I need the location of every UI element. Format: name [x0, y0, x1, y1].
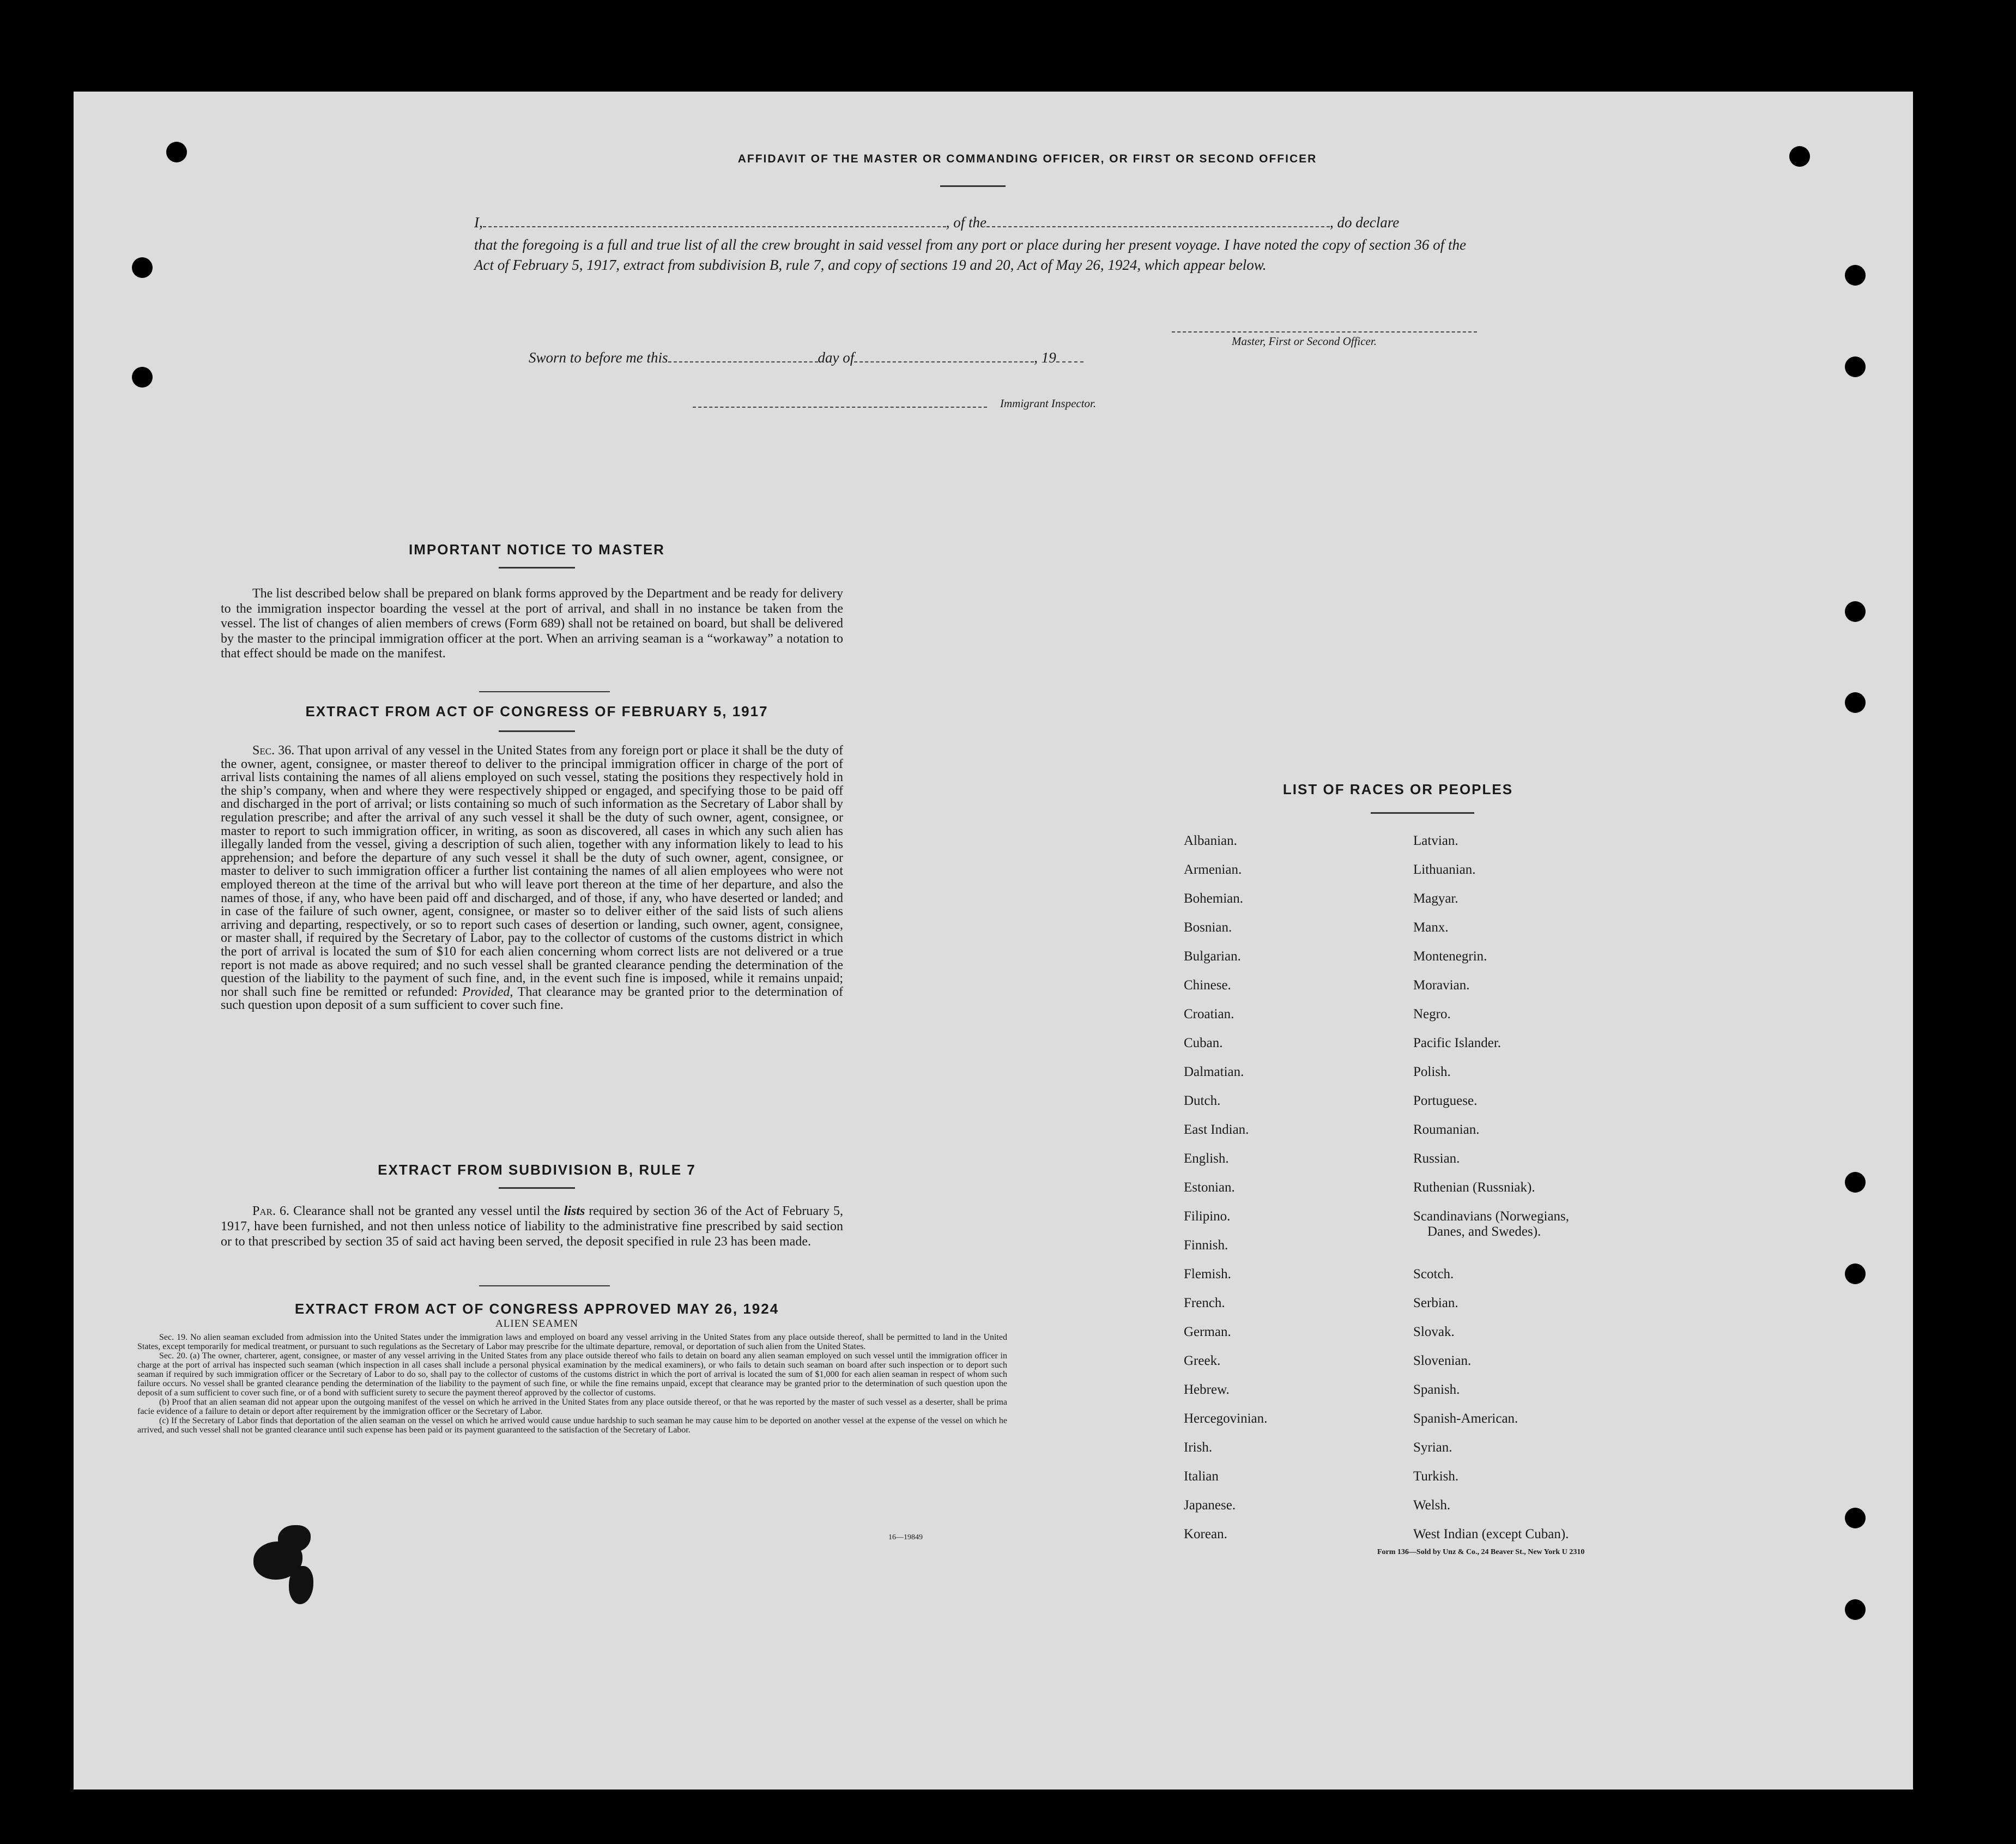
race-item: East Indian. [1184, 1122, 1249, 1137]
race-item: Greek. [1184, 1353, 1221, 1368]
race-item: Montenegrin. [1413, 949, 1487, 964]
notice-title: IMPORTANT NOTICE TO MASTER [409, 541, 665, 558]
divider [499, 567, 575, 569]
punch-hole [1845, 1508, 1866, 1528]
declaration-line [474, 214, 1466, 231]
race-item: Croatian. [1184, 1007, 1234, 1021]
race-item: Serbian. [1413, 1296, 1458, 1310]
race-item: Danes, and Swedes). [1427, 1224, 1541, 1239]
race-item: Slovak. [1413, 1325, 1455, 1339]
declarant-label: I, [474, 214, 483, 231]
race-item: Dalmatian. [1184, 1065, 1244, 1079]
race-item: Armenian. [1184, 862, 1242, 877]
race-item: Turkish. [1413, 1469, 1459, 1484]
sworn-year-blank [1056, 361, 1083, 362]
act-1917-body [221, 744, 843, 1012]
race-item: English. [1184, 1151, 1229, 1166]
day-of-label: day of [818, 349, 855, 366]
race-item: Spanish-American. [1413, 1411, 1518, 1426]
race-item: Roumanian. [1413, 1122, 1480, 1137]
divider [1371, 812, 1474, 814]
declarant-name-blank [483, 226, 946, 227]
vessel-label: , of the [946, 214, 986, 231]
punch-hole [1845, 601, 1866, 622]
punch-hole [1845, 356, 1866, 377]
race-item: Welsh. [1413, 1498, 1451, 1513]
form-footer: Form 136—Sold by Unz & Co., 24 Beaver St., New York U 2310 [1377, 1548, 1585, 1556]
races-left-column [1184, 833, 1267, 1555]
punch-hole [1845, 692, 1866, 713]
race-item: Italian [1184, 1469, 1219, 1484]
divider [940, 185, 1006, 187]
act-1924-body [137, 1333, 1007, 1435]
section-36-label: Sec. 36. [252, 743, 295, 758]
race-item: Moravian. [1413, 978, 1470, 993]
races-title: LIST OF RACES OR PEOPLES [1282, 781, 1513, 797]
race-item: Spanish. [1413, 1382, 1460, 1397]
rule-7-title: EXTRACT FROM SUBDIVISION B, RULE 7 [378, 1162, 696, 1178]
divider [479, 1285, 610, 1286]
race-item: Irish. [1184, 1440, 1213, 1455]
sworn-line [529, 349, 1083, 366]
par-6-label: Par. 6. [252, 1204, 290, 1218]
declare-label: , do declare [1330, 214, 1400, 231]
race-item: Cuban. [1184, 1036, 1223, 1050]
section-20b: (b) Proof that an alien seaman did not appear upon the outgoing manifest of the vessel on which he arrived in the United States from any place outside thereof, or that he was reported by the master of such vessel as a deserter, shall be prima facie evidence of a failure to detain or deport after requirement by the immigration officer or the Secretary of Labor. [137, 1398, 1007, 1416]
sworn-label: Sworn to before me this [529, 349, 668, 366]
notice-body [221, 587, 843, 662]
rule-7-text-a: Clearance shall not be granted any vessel until the [293, 1204, 560, 1218]
race-item: Korean. [1184, 1527, 1227, 1541]
inspector-label: Immigrant Inspector. [1000, 397, 1097, 410]
race-item: Chinese. [1184, 978, 1231, 993]
affidavit-body: that the foregoing is a full and true list of all the crew brought in said vessel from any port or place during her present voyage. I have noted the copy of section 36 of the Act of February 5, 1917, extract from subdivision B, rule 7, and copy of sections 19 and 20, Act of May 26, 1924, which appear below. [474, 237, 1466, 273]
notice-text: The list described below shall be prepared on blank forms approved by the Department and be ready for delivery to the immigration inspector boarding the vessel at the port of arrival, and shall in no instance be taken from the vessel. The list of changes of alien members of crews (Form 689) shall not be retained on board, but shall be delivered by the master to the principal immigration officer at the port. When an arriving seaman is a “workaway” a notation to that effect should be made on the manifest. [221, 587, 843, 661]
section-20c: (c) If the Secretary of Labor finds that deportation of the alien seaman on the vessel on which he arrived would cause undue hardship to such seaman he may cause him to be deported on another vessel at the expense of the vessel on which he arrived, and such vessel shall not be granted clearance until such expense has been paid or its payment guaranteed to the satisfaction of the Secretary of Labor. [137, 1416, 1007, 1435]
race-item: Bosnian. [1184, 920, 1232, 935]
section-19: Sec. 19. No alien seaman excluded from admission into the United States under the immigration laws and employed on board any vessel arriving in the United States from any place outside thereof, shall be permitted to land in the United States, except temporarily for medical treatment, or pursuant to such regulations as the Secretary of Labor may prescribe for the ultimate departure, removal, or deportation of such alien from the United States. [137, 1333, 1007, 1351]
punch-hole [1845, 1172, 1866, 1193]
act-1924-subtitle: ALIEN SEAMEN [495, 1318, 578, 1329]
section-20a: Sec. 20. (a) The owner, charterer, agent, consignee, or master of any vessel arriving in the United States from any place outside thereof who fails to detain on board any alien seaman employed on such vessel until the immigration officer in charge at the port of arrival has inspected such seaman (which inspection in all cases shall include a personal physical examination by the medical examiners), or who fails to detain such seaman on board after such inspection or to deport such seaman if required by such immigration officer or the Secretary of Labor to do so, shall pay to the collector of customs of the customs district in which the port of arrival is located the sum of $1,000 for each alien seaman in respect of whom such failure occurs. No vessel shall be granted clearance pending the determination of the liability to the payment of such fine, or while the fine remains unpaid, except that clearance may be granted prior to the determination of such question upon the deposit of a sum sufficient to cover such fine, or of a bond with sufficient surety to secure the payment thereof approved by the collector of customs. [137, 1351, 1007, 1398]
race-item: Bohemian. [1184, 891, 1244, 906]
punch-hole [1845, 1263, 1866, 1284]
master-signature-line [1172, 331, 1477, 332]
vessel-name-blank [986, 226, 1330, 227]
race-item: Filipino. [1184, 1209, 1231, 1224]
section-36-text-a: That upon arrival of any vessel in the United States from any foreign port or place it shall be the duty of the owner, agent, consignee, or master thereof to deliver to the principal immigration officer in charge of the port of arrival lists containing the names of all aliens employed on such vessel, stating the positions they respectively hold in the ship’s company, when and where they were respectively shipped or engaged, and specifying those to be paid off and discharged in the port of arrival; or lists containing so much of such information as the Secretary of Labor shall by regulation prescribe; and after the arrival of any such vessel it shall be the duty of such owner, agent, consignee, or master to report to such immigration officer, in writing, as soon as discovered, all cases in which any such alien has illegally landed from the vessel, giving a description of such alien, together with any information likely to lead to his apprehension; and before the departure of any such vessel it shall be the duty of such owner, agent, consignee, or master to deliver to such immigration officer a further list containing the names of all alien employees who were not employed thereon at the time of the arrival but who will leave port thereon at the time of her departure, and also the names of those, if any, who have been paid off and discharged, and of those, if any, who have deserted or landed; and in case of the failure of such owner, agent, consignee, or master so to deliver either of the said lists of such aliens arriving and departing, respectively, or so to report such cases of desertion or landing, such owner, agent, consignee, or master shall, if required by the Secretary of Labor, pay to the collector of customs of the customs district in which the port of arrival is located the sum of $10 for each alien concerning whom correct lists are not delivered or a true report is not made as above required; and no such vessel shall be granted clearance pending the determination of the question of the liability to the payment of such fine, and, in the event such fine is imposed, while it remains unpaid; nor shall such fine be remitted or refunded: [221, 743, 843, 999]
form-code: 16—19849 [888, 1533, 923, 1541]
punch-hole [166, 142, 187, 162]
race-item: Estonian. [1184, 1180, 1235, 1195]
race-item: Manx. [1413, 920, 1449, 935]
race-item: Bulgarian. [1184, 949, 1241, 964]
race-item: Slovenian. [1413, 1353, 1472, 1368]
inspector-signature-line [693, 407, 987, 408]
race-item: Negro. [1413, 1007, 1451, 1021]
race-item: Finnish. [1184, 1238, 1228, 1253]
race-item: Hercegovinian. [1184, 1411, 1268, 1426]
sworn-month-blank [854, 361, 1034, 362]
races-right-column [1413, 833, 1569, 1555]
divider [479, 691, 610, 692]
race-item: Albanian. [1184, 833, 1237, 848]
race-item: Magyar. [1413, 891, 1458, 906]
race-item: Scandinavians (Norwegians, [1413, 1209, 1570, 1224]
lists-word: lists [564, 1204, 585, 1218]
race-item: Russian. [1413, 1151, 1460, 1166]
form-page [74, 92, 1913, 1789]
provided-label: Provided, [462, 984, 513, 999]
race-item: Scotch. [1413, 1267, 1454, 1281]
sworn-date-blank [668, 361, 818, 362]
race-item: Ruthenian (Russniak). [1413, 1180, 1535, 1195]
rule-7-text-b: required by section 36 of the Act of February 5, 1917, have been furnished, and not then unless notice of liability to the administrative fine prescribed by said section or to that prescribed by section 35 of said act having been served, the deposit specified in rule 23 has been made. [221, 1204, 844, 1249]
affidavit-title: AFFIDAVIT OF THE MASTER OR COMMANDING OFFICER, OR FIRST OR SECOND OFFICER [737, 153, 1317, 165]
race-item: West Indian (except Cuban). [1413, 1527, 1569, 1541]
race-item: German. [1184, 1325, 1231, 1339]
punch-hole [132, 367, 153, 388]
punch-hole [132, 257, 153, 278]
punch-hole [1789, 146, 1810, 167]
act-1917-title: EXTRACT FROM ACT OF CONGRESS OF FEBRUARY 5, 1917 [305, 703, 768, 720]
section-36-text-b: That clearance may be granted prior to the determination of such question upon deposit of a sum sufficient to cover such fine. [221, 984, 843, 1013]
punch-hole [1845, 265, 1866, 286]
divider [499, 1187, 575, 1189]
divider [499, 730, 575, 732]
race-item: Syrian. [1413, 1440, 1452, 1455]
race-item: Flemish. [1184, 1267, 1231, 1281]
race-item: Polish. [1413, 1065, 1451, 1079]
rule-7-body [221, 1204, 843, 1249]
race-item: Lithuanian. [1413, 862, 1476, 877]
punch-hole [1845, 1599, 1866, 1620]
race-item: Latvian. [1413, 833, 1458, 848]
race-item: Japanese. [1184, 1498, 1236, 1513]
race-item: Portuguese. [1413, 1093, 1478, 1108]
act-1924-title: EXTRACT FROM ACT OF CONGRESS APPROVED MAY 26, 1924 [294, 1301, 779, 1317]
race-item: Pacific Islander. [1413, 1036, 1502, 1050]
race-item: Dutch. [1184, 1093, 1221, 1108]
master-signature-label: Master, First or Second Officer. [1232, 335, 1377, 348]
year-label: , 19 [1034, 349, 1056, 366]
race-item: Hebrew. [1184, 1382, 1230, 1397]
race-item: French. [1184, 1296, 1225, 1310]
